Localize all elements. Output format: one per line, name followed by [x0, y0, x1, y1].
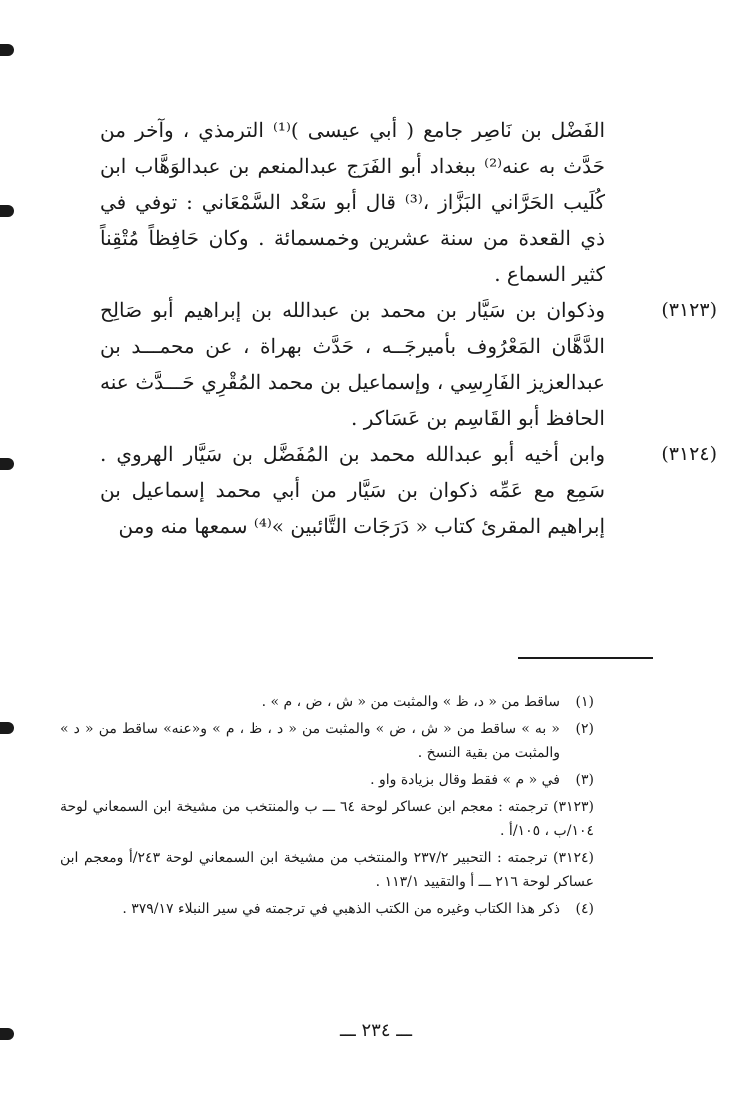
margin-mark: [0, 722, 14, 734]
footnote-text: (٣١٢٣) ترجمته : معجم ابن عساكر لوحة ٦٤ ـــ ب والمنتخب من مشيخة ابن السمعاني لوحة ١٠٤/ب ، ١٠٥/أ .: [60, 799, 594, 839]
footnote-number: (١): [575, 694, 594, 710]
footnotes: [60, 690, 594, 924]
footnote-text: « به » ساقط من « ش ، ض » والمثبت من « د ، ظ ، م » و«عنه» ساقط من « د » والمثبت من بقية النسخ .: [60, 721, 560, 761]
footnote-number: (٤): [575, 901, 594, 917]
footnote: [60, 768, 594, 792]
main-text: [100, 112, 717, 544]
footnote: [60, 846, 594, 894]
footnote-text: في « م » فقط وقال بزيادة واو .: [370, 772, 560, 788]
paragraph: [100, 112, 605, 292]
footnote: [60, 795, 594, 843]
margin-mark: [0, 458, 14, 470]
paragraph-text: الفَضْل بن نَاصِر جامع ( أبي عيسى )⁽¹⁾ الترمذي ، وآخر من حَدَّث به عنه⁽²⁾ ببغداد أبو الفَرَج عبدالمنعم بن عبدالوَهَّاب ابن كُلَيب الحَرَّاني البَزَّاز ،⁽³⁾ قال أبو سَعْد السَّمْعَاني : توفي في ذي القعدة من سنة عشرين وخمسمائة . وكان حَافِظاً مُتْقِناً كثير السماع .: [100, 118, 605, 286]
footnote: [60, 690, 594, 714]
footnote-number: (٣): [575, 772, 594, 788]
footnote-separator: [518, 657, 653, 659]
margin-mark: [0, 205, 14, 217]
footnote: [60, 717, 594, 765]
paragraph: [100, 436, 717, 544]
margin-mark: [0, 44, 14, 56]
footnote-text: ساقط من « د، ظ » والمثبت من « ش ، ض ، م » .: [261, 694, 560, 710]
paragraph-text: وابن أخيه أبو عبدالله محمد بن المُفَضَّل بن سَيَّار الهروي . سَمِع مع عَمِّه ذكوان بن سَيَّار من أبي محمد إسماعيل بن إبراهيم المقرئ كتاب « دَرَجَات التَّائبين »⁽⁴⁾ سمعها منه ومن: [100, 442, 605, 538]
footnote: [60, 897, 594, 921]
footnote-text: (٣١٢٤) ترجمته : التحبير ٢٣٧/٢ والمنتخب من مشيخة ابن السمعاني لوحة ٢٤٣/أ ومعجم ابن عساكر لوحة ٢١٦ ـــ أ والتقييد ١١٣/١ .: [60, 850, 594, 890]
page-number: ـــ ٢٣٤ ـــ: [339, 1020, 413, 1041]
entry-number: (٣١٢٤): [661, 443, 717, 465]
entry-number: (٣١٢٣): [661, 299, 717, 321]
paragraph: [100, 292, 717, 436]
paragraph-text: وذكوان بن سَيَّار بن محمد بن عبدالله بن إبراهيم أبو صَالِح الدَّهَّان المَعْرُوف بأميرجَــه ، حَدَّث بهراة ، عن محمـــد بن عبدالعزيز الفَارِسِي ، وإسماعيل بن محمد المُقْرِي حَـــدَّث عنه الحافظ أبو القَاسِم بن عَسَاكر .: [100, 298, 605, 430]
footnote-text: ذكر هذا الكتاب وغيره من الكتب الذهبي في ترجمته في سير النبلاء ٣٧٩/١٧ .: [122, 901, 560, 917]
footnote-number: (٢): [575, 721, 594, 737]
